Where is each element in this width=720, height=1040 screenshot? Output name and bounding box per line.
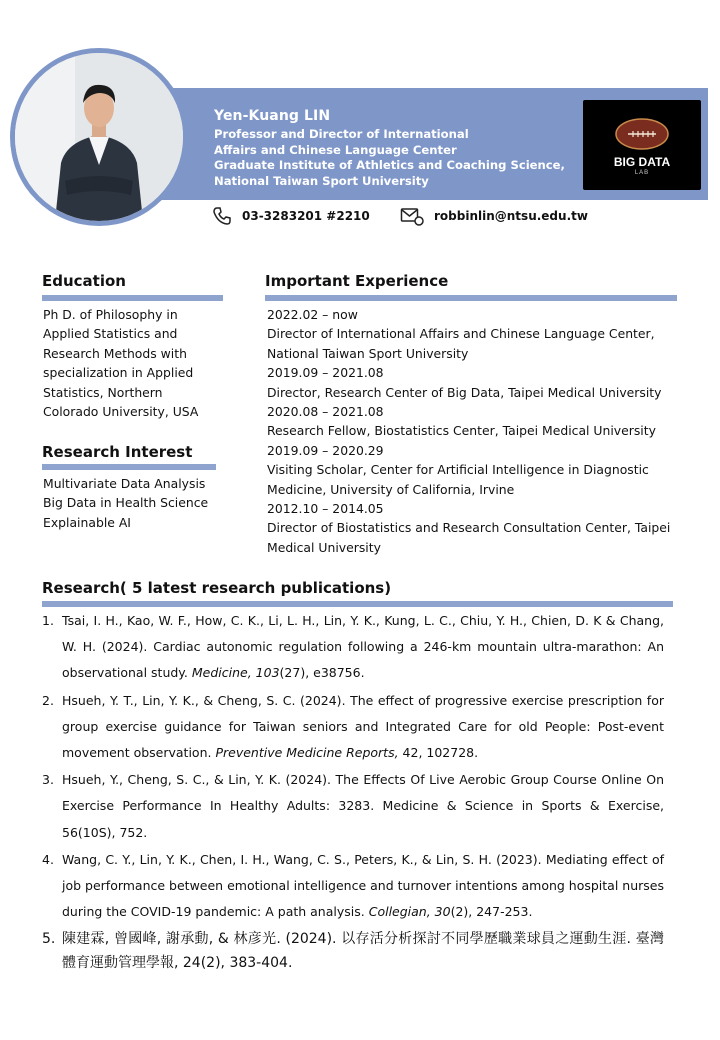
publication-list xyxy=(42,608,664,976)
experience-line: 2012.10 – 2014.05 xyxy=(267,501,384,517)
football-icon xyxy=(583,100,701,190)
profile-photo xyxy=(15,53,183,221)
experience-line: Medical University xyxy=(267,539,381,555)
experience-text xyxy=(267,305,707,557)
research-heading: Research( 5 latest research publications) xyxy=(42,579,392,597)
title-line-1: Professor and Director of International xyxy=(214,127,469,141)
experience-line: Director of International Affairs and Chinese Language Center, xyxy=(267,326,655,342)
experience-line: Director of Biostatistics and Research Consultation Center, Taipei xyxy=(267,520,671,536)
publication-details: (27), e38756. xyxy=(279,665,365,681)
publication-number: 5. xyxy=(42,931,56,948)
research-interest-heading: Research Interest xyxy=(42,443,193,461)
title-line-2: Affairs and Chinese Language Center xyxy=(214,143,457,157)
publication-number: 4. xyxy=(42,851,54,867)
research-divider xyxy=(42,601,673,607)
experience-line: Visiting Scholar, Center for Artificial Intelligence in Diagnostic xyxy=(267,462,649,478)
education-heading: Education xyxy=(42,272,126,290)
education-line: Research Methods with xyxy=(43,345,187,361)
interest-line: Big Data in Health Science xyxy=(43,495,209,511)
education-line: Applied Statistics and xyxy=(43,326,178,342)
research-interest-text xyxy=(43,474,233,532)
education-line: Ph D. of Philosophy in xyxy=(43,307,178,322)
publication-text: Tsai, I. H., Kao, W. F., How, C. K., Li, L. H., Lin, Y. K., Kung, L. C., Chiu, Y. H., Chien, D. K & Chang, W. H. (2024). Cardiac autonomic regulation following a 246-km mountain ultra-marathon: An observational study. xyxy=(62,613,664,681)
publication-item xyxy=(42,688,664,767)
publication-number: 2. xyxy=(42,692,54,708)
phone-icon xyxy=(212,206,232,226)
publication-item xyxy=(42,608,664,687)
publication-text: Hsueh, Y., Cheng, S. C., & Lin, Y. K. (2024). The Effects Of Live Aerobic Group Course Online On Exercise Performance In Healthy Adults: 3283. Medicine & Science in Sports & Exercise, 56(10S), 752. xyxy=(62,772,664,840)
email-icon xyxy=(400,206,424,226)
education-line: Colorado University, USA xyxy=(43,404,199,420)
publication-text: Hsueh, Y. T., Lin, Y. K., & Cheng, S. C. (2024). The effect of progressive exercise prescription for group exercise guidance for Taiwan seniors and Integrated Care for old People: Post-event movement observation. xyxy=(62,692,664,761)
publication-text: 陳建霖, 曾國峰, 謝承動, & 林彦光. (2024). 以存活分析探討不同學歷職業球員之運動生涯. 臺灣體育運動管理學報, 24(2), 383-404. xyxy=(62,931,664,972)
experience-divider xyxy=(265,295,677,301)
publication-item xyxy=(42,927,664,975)
phone-contact xyxy=(212,206,370,226)
publication-details: 42, 102728. xyxy=(398,745,479,761)
publication-item xyxy=(42,767,664,846)
education-text xyxy=(43,305,233,421)
publication-number: 3. xyxy=(42,772,54,788)
publication-journal: Medicine, 103 xyxy=(191,665,280,681)
education-line: specialization in Applied xyxy=(43,365,194,381)
experience-line: 2022.02 – now xyxy=(267,307,358,322)
interest-line: Multivariate Data Analysis xyxy=(43,476,206,491)
publication-text: Wang, C. Y., Lin, Y. K., Chen, I. H., Wang, C. S., Peters, K., & Lin, S. H. (2023). Mediating effect of job performance between emotional intelligence and turnover intentions among hospital nurses during the COVID-19 pandemic: A path analysis. xyxy=(62,851,664,920)
title-line-3: Graduate Institute of Athletics and Coaching Science, xyxy=(214,158,565,172)
logo-subtitle: LAB xyxy=(634,170,650,176)
research-interest-divider xyxy=(42,464,216,470)
email-address[interactable]: robbinlin@ntsu.edu.tw xyxy=(434,209,588,223)
phone-number[interactable]: 03-3283201 #2210 xyxy=(242,209,370,223)
experience-line: 2020.08 – 2021.08 xyxy=(267,404,384,420)
publication-details: (2), 247-253. xyxy=(450,904,533,920)
experience-line: Medicine, University of California, Irvine xyxy=(267,481,515,497)
publication-journal: Collegian, 30 xyxy=(368,904,451,920)
education-divider xyxy=(42,295,223,301)
experience-line: 2019.09 – 2020.29 xyxy=(267,442,384,458)
education-line: Statistics, Northern xyxy=(43,384,163,400)
email-contact xyxy=(400,206,588,226)
person-portrait-icon xyxy=(15,53,183,221)
person-name: Yen-Kuang LIN xyxy=(214,108,331,124)
publication-journal: Preventive Medicine Reports, xyxy=(215,745,399,761)
title-line-4: National Taiwan Sport University xyxy=(214,174,429,188)
experience-line: Research Fellow, Biostatistics Center, Taipei Medical University xyxy=(267,423,656,439)
logo-title: BIG DATA xyxy=(613,155,671,169)
publication-number: 1. xyxy=(42,613,54,628)
interest-line: Explainable AI xyxy=(43,514,131,530)
experience-line: 2019.09 – 2021.08 xyxy=(267,365,384,381)
experience-heading: Important Experience xyxy=(265,272,449,290)
big-data-lab-logo xyxy=(583,100,701,190)
experience-line: National Taiwan Sport University xyxy=(267,345,469,361)
experience-line: Director, Research Center of Big Data, Taipei Medical University xyxy=(267,384,662,400)
publication-item xyxy=(42,847,664,926)
